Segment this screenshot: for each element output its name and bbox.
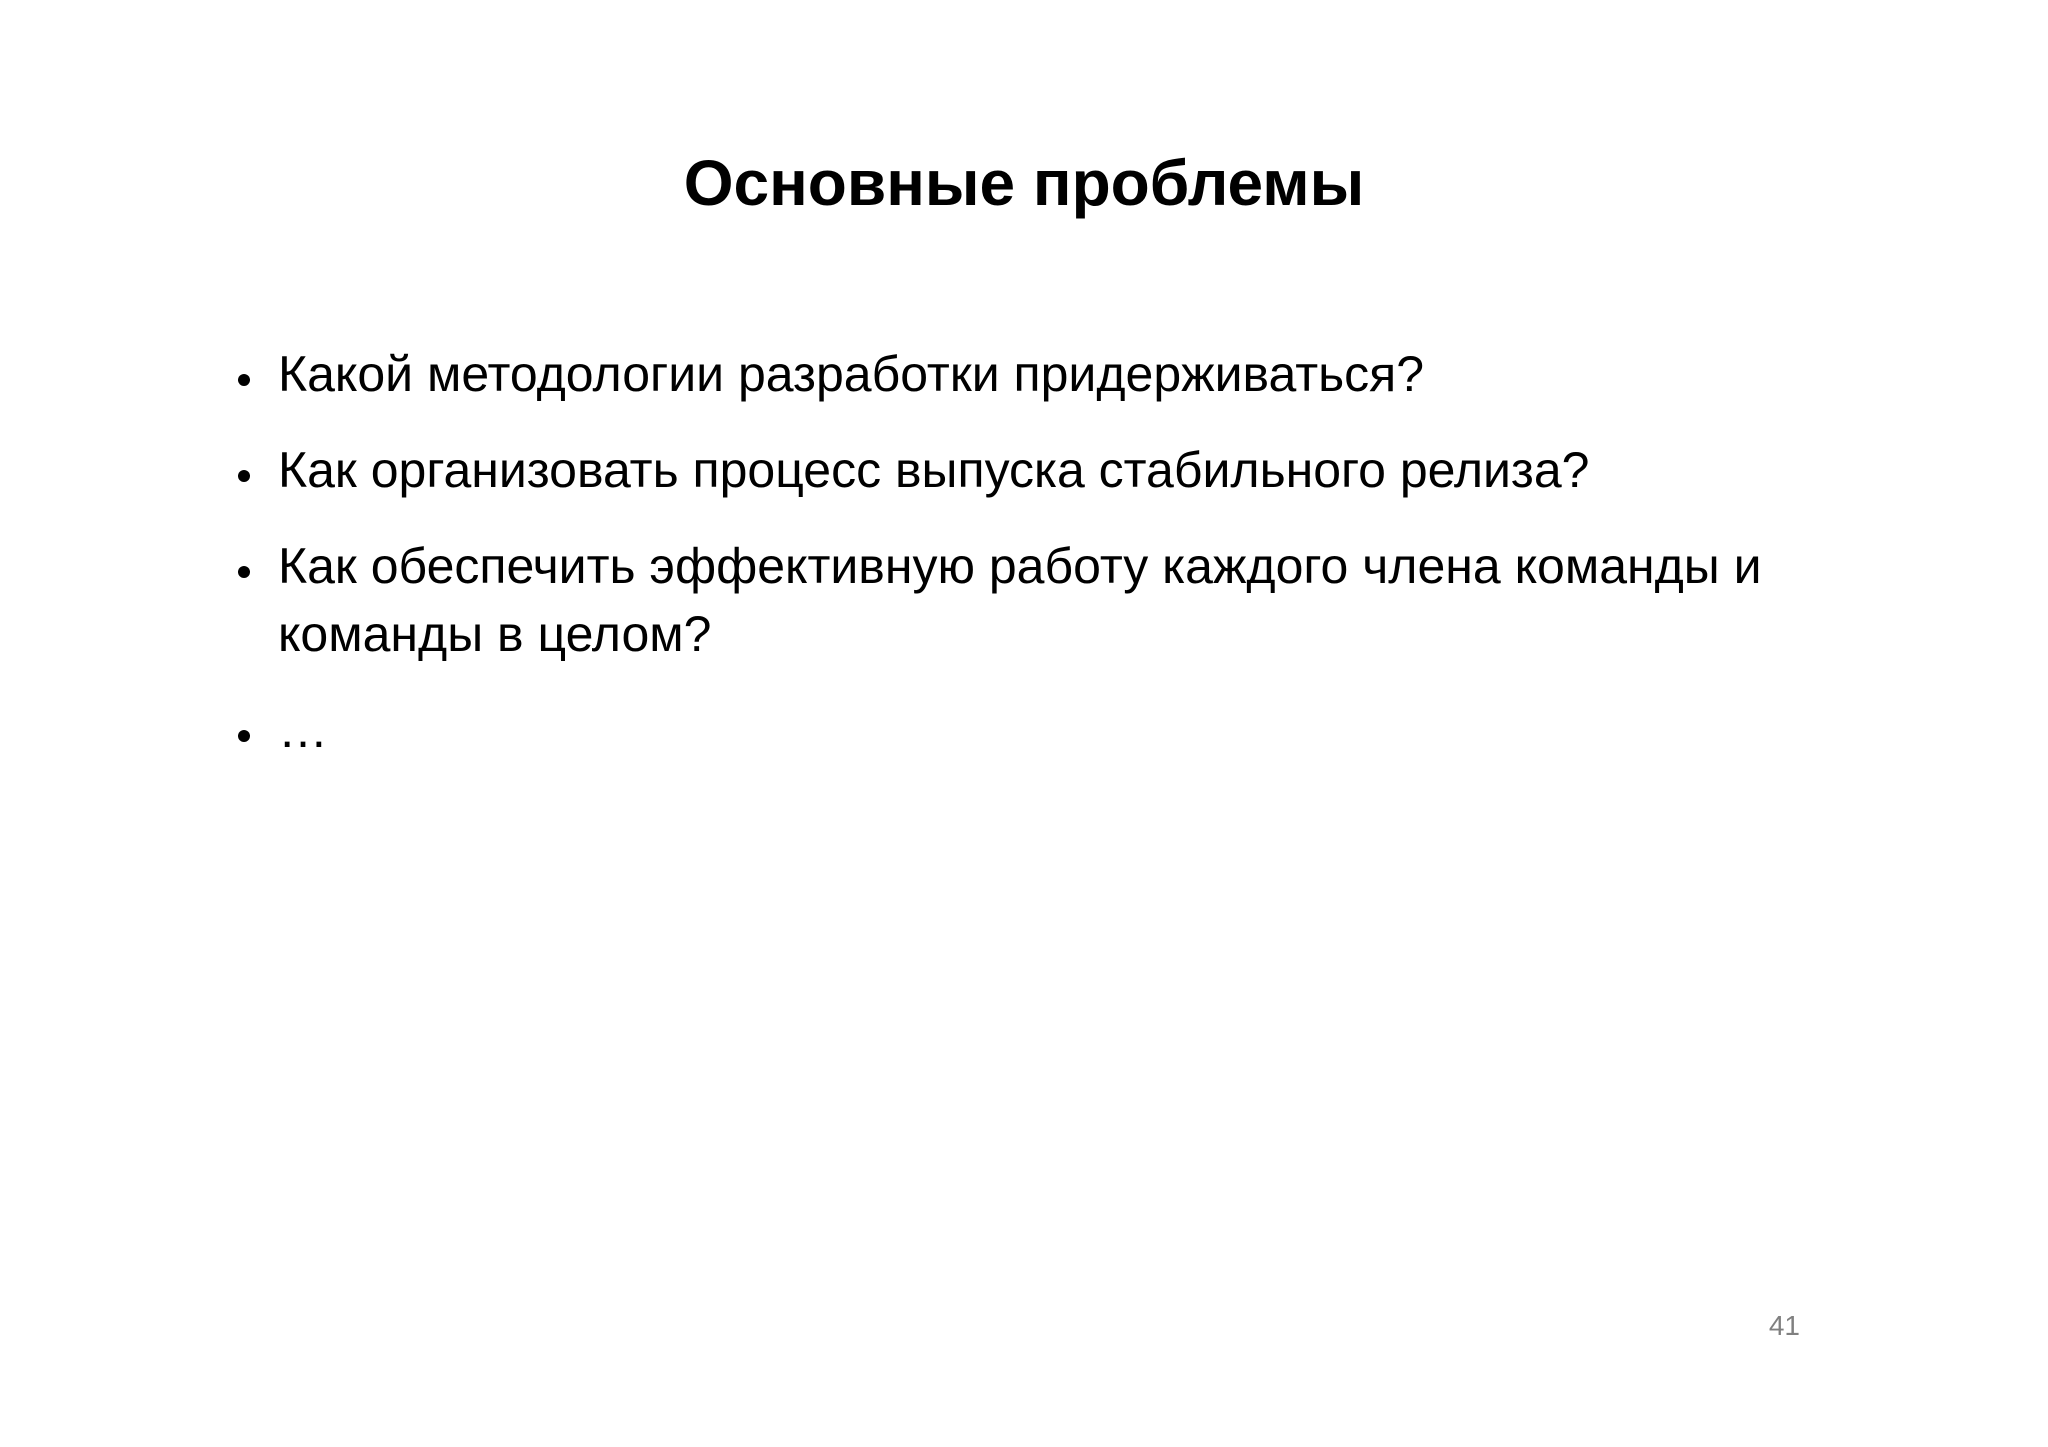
bullet-item bbox=[232, 340, 1872, 408]
page-number: 41 bbox=[1768, 1310, 1800, 1341]
bullet-text: Как обеспечить эффективную работу каждого члена команды и команды в целом? bbox=[278, 538, 1762, 662]
bullet-text: Какой методологии разработки придерживаться? bbox=[278, 346, 1425, 402]
bullet-text: Как организовать процесс выпуска стабильного релиза? bbox=[278, 442, 1590, 498]
bullet-dot-icon bbox=[238, 470, 250, 482]
bullet-item bbox=[232, 696, 1872, 764]
bullet-dot-icon bbox=[238, 374, 250, 386]
slide-title: Основные проблемы bbox=[683, 147, 1365, 219]
bullet-list bbox=[232, 340, 1872, 792]
bullet-item bbox=[232, 436, 1872, 504]
bullet-item bbox=[232, 532, 1872, 668]
bullet-text: … bbox=[278, 702, 328, 758]
bullet-dot-icon bbox=[238, 730, 250, 742]
bullet-dot-icon bbox=[238, 566, 250, 578]
